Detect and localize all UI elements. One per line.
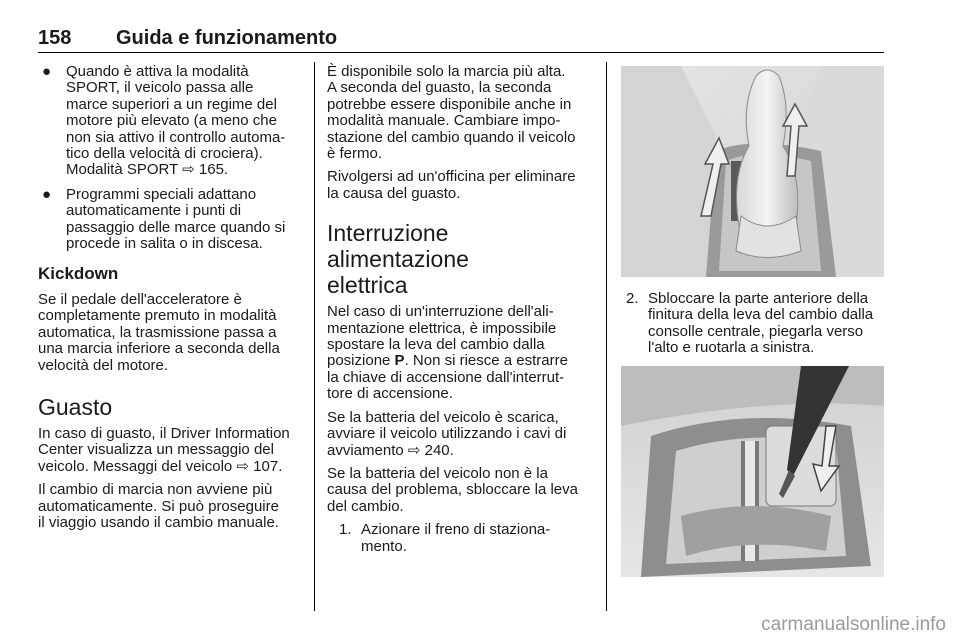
text-line: il viaggio usando il cambio manuale.: [38, 513, 279, 531]
text-line: non sia attivo il controllo automa-: [66, 128, 286, 146]
text-line: [327, 353, 595, 369]
column-divider-1: [314, 62, 315, 611]
power-interruption-heading: [327, 220, 595, 298]
text-line: velocità del motore.: [38, 356, 169, 374]
heading-line: elettrica: [327, 272, 408, 299]
text-line: modalità manuale. Cambiare impo-: [327, 112, 561, 130]
heading-line: Interruzione alimentazione: [327, 220, 469, 273]
step-2: [622, 291, 886, 357]
text-line: Se il pedale dell'acceleratore è: [38, 290, 242, 308]
paragraph-unlock: [327, 466, 595, 515]
text-line: consolle centrale, piegarla verso: [648, 322, 864, 340]
paragraph-gear-availability: [327, 64, 595, 162]
gear-position-p: P: [394, 352, 405, 370]
guasto-paragraph-1: [38, 426, 304, 475]
text-line: Programmi speciali adattano: [66, 185, 257, 203]
screwdriver-illustration: [621, 366, 884, 577]
text-fragment: posizione: [327, 352, 395, 370]
text-line: tico della velocità di crociera).: [66, 145, 263, 163]
bullet-item-programs: [38, 187, 304, 253]
text-line: la causa del guasto.: [327, 184, 461, 202]
paragraph-workshop: [327, 169, 595, 202]
text-line: motore più elevato (a meno che: [66, 112, 277, 130]
column-1: [38, 64, 304, 538]
text-line: In caso di guasto, il Driver Information: [38, 424, 290, 442]
text-line: Center visualizza un messaggio del: [38, 441, 274, 459]
text-line: Se la batteria del veicolo è scarica,: [327, 408, 559, 426]
text-line: Azionare il freno di staziona-: [361, 521, 551, 539]
text-line: una marcia inferiore a seconda della: [38, 340, 280, 358]
text-line: tore di accensione.: [327, 385, 453, 403]
text-line: Il cambio di marcia non avviene più: [38, 481, 273, 499]
text-line: È disponibile solo la marcia più alta.: [327, 63, 566, 80]
step-number: 2.: [626, 290, 639, 307]
text-line: automaticamente i punti di: [66, 202, 242, 220]
column-3: [622, 291, 886, 357]
text-line: l'alto e ruotarla a sinistra.: [648, 339, 815, 357]
paragraph-battery: [327, 410, 595, 459]
bullet-icon: ●: [42, 63, 52, 80]
text-line: Quando è attiva la modalità: [66, 63, 249, 80]
text-line: mento.: [361, 537, 407, 555]
text-line: Sbloccare la parte anteriore della: [648, 290, 869, 307]
text-line: procede in salita o in discesa.: [66, 235, 263, 253]
watermark: carmanualsonline.info: [761, 614, 946, 635]
text-line: Rivolgersi ad un'officina per eliminare: [327, 168, 576, 186]
text-line: potrebbe essere disponibile anche in: [327, 95, 572, 113]
column-divider-2: [606, 62, 607, 611]
kickdown-heading: Kickdown: [38, 264, 119, 284]
page-number: 158: [38, 27, 72, 49]
text-line: automatica, la trasmissione passa a: [38, 323, 277, 341]
bullet-icon: ●: [42, 185, 52, 203]
step-1: [339, 522, 595, 555]
text-line: finitura della leva del cambio dalla: [648, 306, 874, 324]
guasto-heading: Guasto: [38, 393, 113, 420]
cross-reference-line[interactable]: veicolo. Messaggi del veicolo ⇨ 107.: [38, 457, 283, 475]
text-line: del cambio.: [327, 497, 404, 515]
paragraph-power-interruption: [327, 304, 595, 402]
text-line: stazione del cambio quando il veicolo: [327, 128, 576, 146]
cross-reference-line[interactable]: avviamento ⇨ 240.: [327, 441, 454, 459]
text-line: marce superiori a un regime del: [66, 95, 277, 113]
text-line: mentazione elettrica, è impossibile: [327, 319, 557, 337]
text-line: A seconda del guasto, la seconda: [327, 79, 552, 97]
kickdown-paragraph: [38, 292, 304, 374]
section-title: Guida e funzionamento: [116, 27, 338, 49]
text-line: SPORT, il veicolo passa alle: [66, 79, 254, 97]
header-rule: [38, 52, 884, 53]
text-line: passaggio delle marce quando si: [66, 218, 286, 236]
text-line: avviare il veicolo utilizzando i cavi di: [327, 425, 567, 443]
text-line: Se la batteria del veicolo non è la: [327, 464, 548, 482]
text-line: causa del problema, sbloccare la leva: [327, 481, 578, 499]
column-2: [327, 64, 595, 555]
step-number: 1.: [339, 521, 352, 539]
text-line: Nel caso di un'interruzione dell'ali-: [327, 303, 554, 321]
text-line: è fermo.: [327, 145, 383, 163]
text-line: automaticamente. Si può proseguire: [38, 497, 279, 515]
text-fragment: . Non si riesce a estrarre: [404, 352, 568, 370]
text-line: spostare la leva del cambio dalla: [327, 336, 545, 354]
guasto-paragraph-2: [38, 482, 304, 531]
bullet-item-sport: [38, 64, 304, 179]
page-header: [38, 27, 884, 53]
text-line: completamente premuto in modalità: [38, 307, 277, 325]
text-line: la chiave di accensione dall'interrut-: [327, 368, 565, 386]
gear-lever-illustration: [621, 66, 884, 277]
cross-reference-line[interactable]: Modalità SPORT ⇨ 165.: [66, 161, 229, 179]
